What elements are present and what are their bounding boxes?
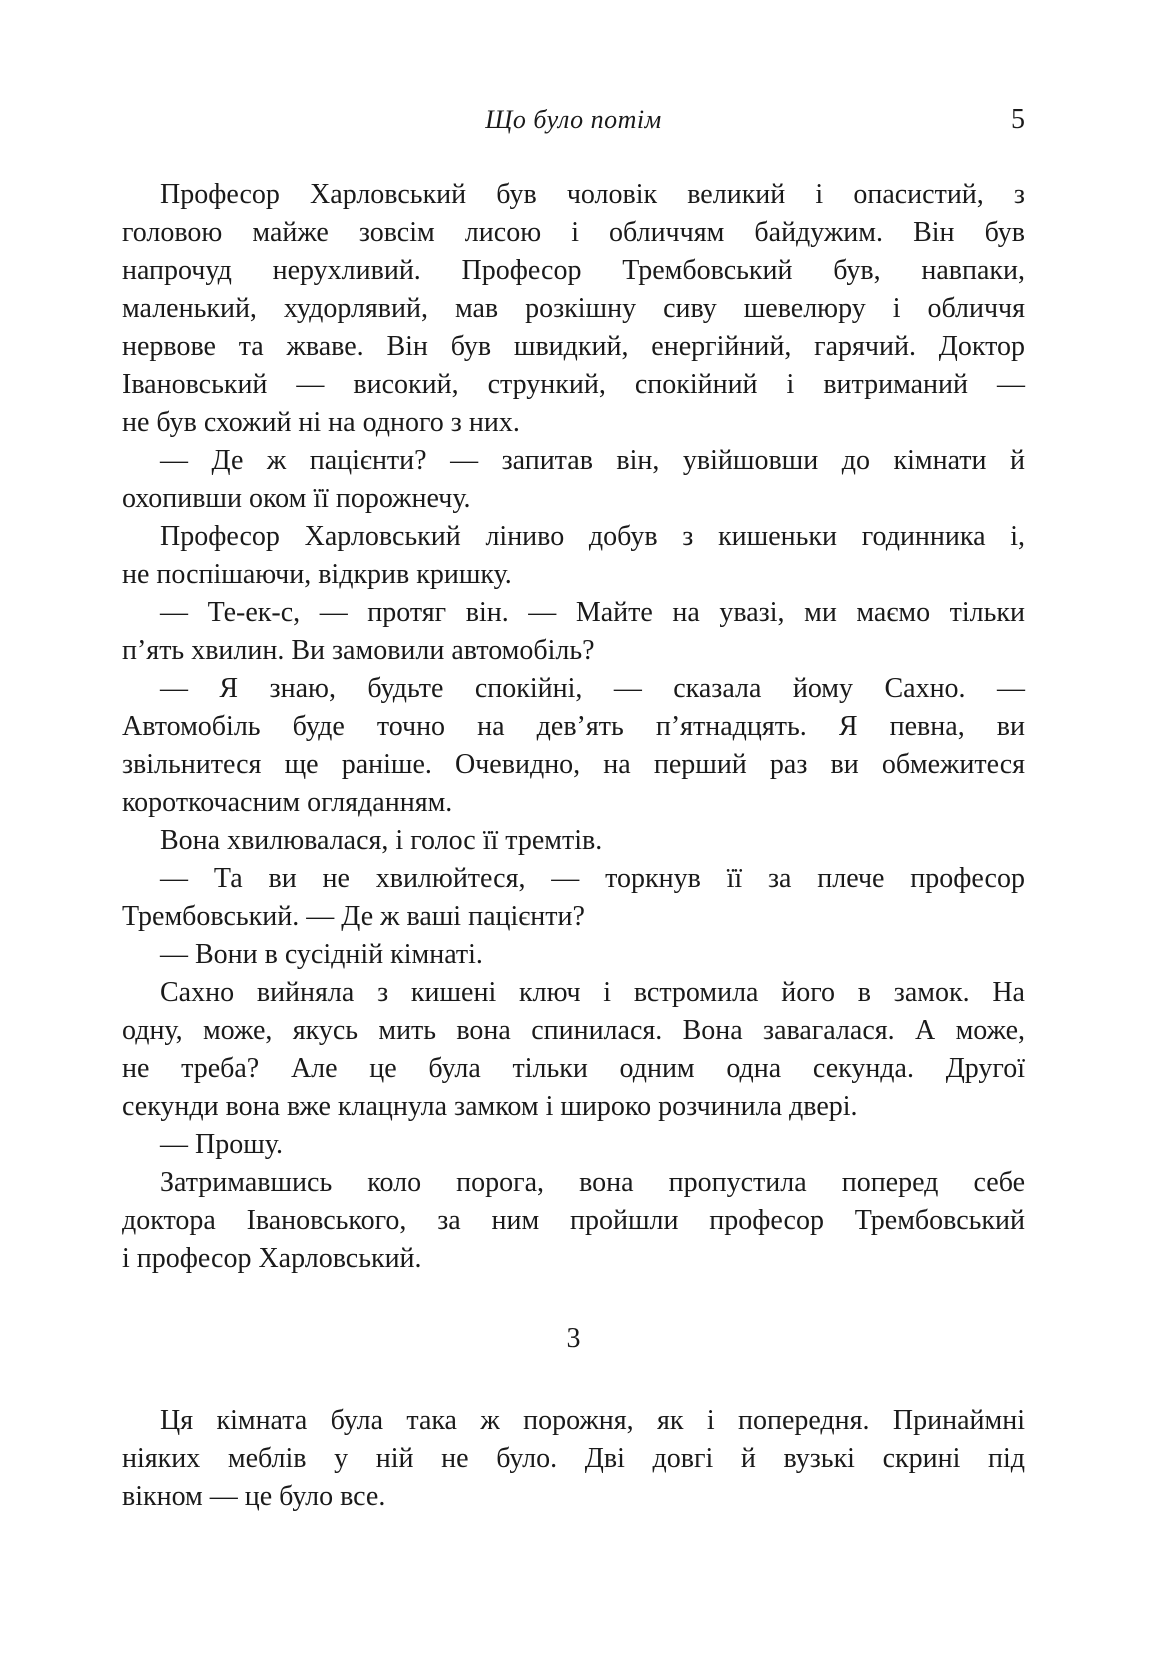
paragraph xyxy=(122,936,1025,974)
page-number: 5 xyxy=(1011,104,1025,135)
paragraph xyxy=(122,1126,1025,1164)
text-line: напрочуд нерухливий. Професор Трембовський був, навпаки, xyxy=(122,255,1025,286)
text-line: одну, може, якусь мить вона спинилася. Вона завагалася. А може, xyxy=(122,1015,1025,1046)
text-line: — Те-ек-с, — протяг він. — Майте на увазі, ми маємо тільки xyxy=(160,597,1025,628)
text-line: нервове та жваве. Він був швидкий, енергійний, гарячий. Доктор xyxy=(122,331,1025,362)
text-line: — Прошу. xyxy=(160,1129,283,1160)
text-line: — Я знаю, будьте спокійні, — сказала йому Сахно. — xyxy=(160,673,1025,704)
section-number: 3 xyxy=(566,1323,581,1354)
paragraph xyxy=(122,860,1025,936)
text-line: охопивши оком її порожнечу. xyxy=(122,483,471,514)
running-head xyxy=(122,102,1025,138)
running-head-title: Що було потім xyxy=(485,105,662,134)
text-line: Ця кімната була така ж порожня, як і попередня. Принаймні xyxy=(160,1405,1025,1436)
text-line: не треба? Але це була тільки одним одна секунда. Другої xyxy=(122,1053,1025,1084)
paragraph xyxy=(122,518,1025,594)
text-line: Трембовський. — Де ж ваші пацієнти? xyxy=(122,901,585,932)
body-text xyxy=(122,176,1025,1516)
text-line: ніяких меблів у ній не було. Дві довгі й вузькі скрині під xyxy=(122,1443,1025,1474)
text-line: — Вони в сусідній кімнаті. xyxy=(160,939,483,970)
text-line: Затримавшись коло порога, вона пропустила поперед себе xyxy=(160,1167,1025,1198)
text-line: вікном — це було все. xyxy=(122,1481,386,1512)
text-line: п’ять хвилин. Ви замовили автомобіль? xyxy=(122,635,595,666)
text-line: доктора Івановського, за ним пройшли професор Трембовський xyxy=(122,1205,1025,1236)
text-line: звільнитеся ще раніше. Очевидно, на перший раз ви обмежитеся xyxy=(122,749,1025,780)
text-line: — Та ви не хвилюйтеся, — торкнув її за плече професор xyxy=(160,863,1025,894)
paragraph xyxy=(122,594,1025,670)
text-line: Івановський — високий, стрункий, спокійний і витриманий — xyxy=(122,369,1025,400)
text-line: короткочасним огляданням. xyxy=(122,787,453,818)
text-line: Автомобіль буде точно на дев’ять п’ятнадцять. Я певна, ви xyxy=(122,711,1025,742)
paragraph xyxy=(122,442,1025,518)
text-line: секунди вона вже клацнула замком і широко розчинила двері. xyxy=(122,1091,858,1122)
text-line: Вона хвилювалася, і голос її тремтів. xyxy=(160,825,603,856)
paragraph xyxy=(122,670,1025,822)
text-line: і професор Харловський. xyxy=(122,1243,422,1274)
paragraph xyxy=(122,822,1025,860)
paragraph xyxy=(122,176,1025,442)
paragraph xyxy=(122,1164,1025,1278)
text-line: Професор Харловський ліниво добув з кишеньки годинника і, xyxy=(160,521,1025,552)
paragraph xyxy=(122,974,1025,1126)
text-line: — Де ж пацієнти? — запитав він, увійшовши до кімнати й xyxy=(160,445,1025,476)
text-line: головою майже зовсім лисою і обличчям байдужим. Він був xyxy=(122,217,1025,248)
text-line: Сахно вийняла з кишені ключ і встромила його в замок. На xyxy=(160,977,1025,1008)
text-line: Професор Харловський був чоловік великий і опасистий, з xyxy=(160,179,1025,210)
text-line: не був схожий ні на одного з них. xyxy=(122,407,520,438)
text-line: не поспішаючи, відкрив кришку. xyxy=(122,559,512,590)
paragraph xyxy=(122,1402,1025,1516)
text-line: маленький, худорлявий, мав розкішну сиву шевелюру і обличчя xyxy=(122,293,1025,324)
